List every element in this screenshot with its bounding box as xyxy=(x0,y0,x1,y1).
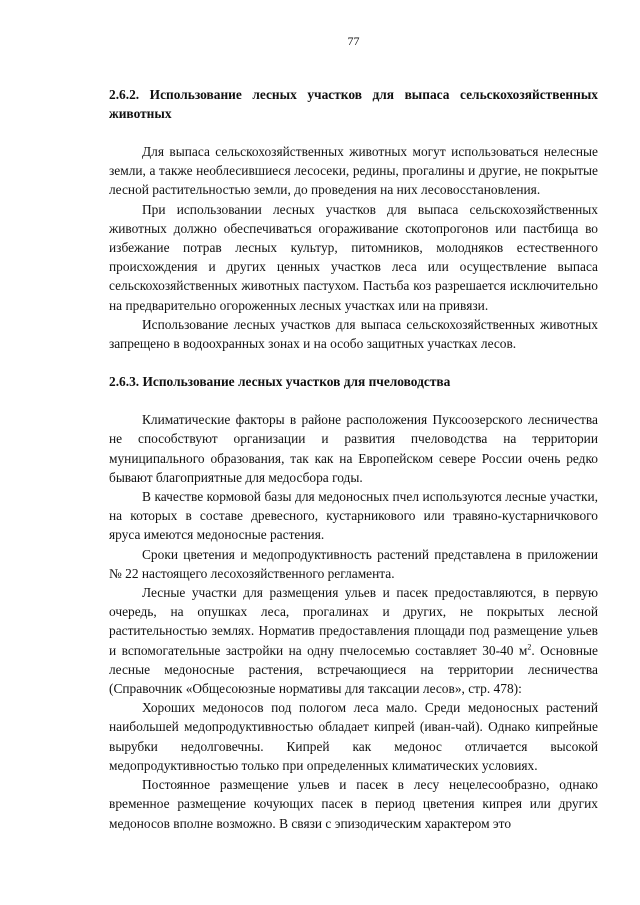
paragraph: Хороших медоносов под пологом леса мало. Среди медоносных растений наибольшей медопродуктивностью обладает кипрей (иван-чай). Однако кипрейные вырубки недолговечны. Кипрей как медонос отличается высокой медопродуктивностью только при определенных климатических условиях. xyxy=(109,700,598,773)
section-heading-2-6-2: 2.6.2. Использование лесных участков для выпаса сельскохозяйственных животных xyxy=(109,87,598,121)
superscript: 2 xyxy=(527,642,532,652)
paragraph: Сроки цветения и медопродуктивность растений представлена в приложении № 22 настоящего лесохозяйственного регламента. xyxy=(109,546,598,581)
paragraph: Климатические факторы в районе расположения Пуксоозерского лесничества не способствуют организации и развития пчеловодства на территории муниципального образования, так как на Европейском севере России очень редко бывают благоприятные для медосбора годы. xyxy=(109,412,598,485)
paragraph-hive-placement xyxy=(109,583,598,698)
paragraph: Использование лесных участков для выпаса сельскохозяйственных животных запрещено в водоохранных зонах и на особо защитных участках лесов. xyxy=(109,316,598,352)
paragraph-text: . Основные лесные медоносные растения, встречающиеся на территории лесничества (Справочник «Общесоюзные нормативы для таксации лесов», стр. 478): xyxy=(109,642,598,697)
paragraph: При использовании лесных участков для выпаса сельскохозяйственных животных должно обеспечиваться огораживание скотопрогонов или пастбища во избежание потрав лесных культур, питомников, молодняков естественного происхождения и других ценных участков леса или осуществление выпаса сельскохозяйственных животных пастухом. Пастьба коз разрешается исключительно на предварительно огороженных лесных участках или на привязи. xyxy=(109,201,598,313)
paragraph: Постоянное размещение ульев и пасек в лесу нецелесообразно, однако временное размещение кочующих пасек в период цветения кипрея или других медоносов вполне возможно. В связи с эпизодическим характером это xyxy=(109,777,598,831)
page-number: 77 xyxy=(347,34,360,48)
paragraph: Для выпаса сельскохозяйственных животных могут использоваться нелесные земли, а также необлесившиеся лесосеки, редины, прогалины и другие, не покрытые лесной растительностью земли, до проведения на них лесовосстановления. xyxy=(109,144,598,198)
section-heading-2-6-3: 2.6.3. Использование лесных участков для пчеловодства xyxy=(109,374,451,390)
paragraph: В качестве кормовой базы для медоносных пчел используются лесные участки, на которых в составе древесного, кустарникового или травяно-кустарничкового яруса имеются медоносные растения. xyxy=(109,489,598,543)
paragraph-text: Лесные участки для размещения ульев и пасек предоставляются, в первую очередь, на опушках леса, прогалинах и других, не покрытых лесной растительностью землях. Норматив предоставления площади под размещение ульев и вспомогательные застройки на одну пчелосемью составляет 30-40 м xyxy=(109,585,598,658)
